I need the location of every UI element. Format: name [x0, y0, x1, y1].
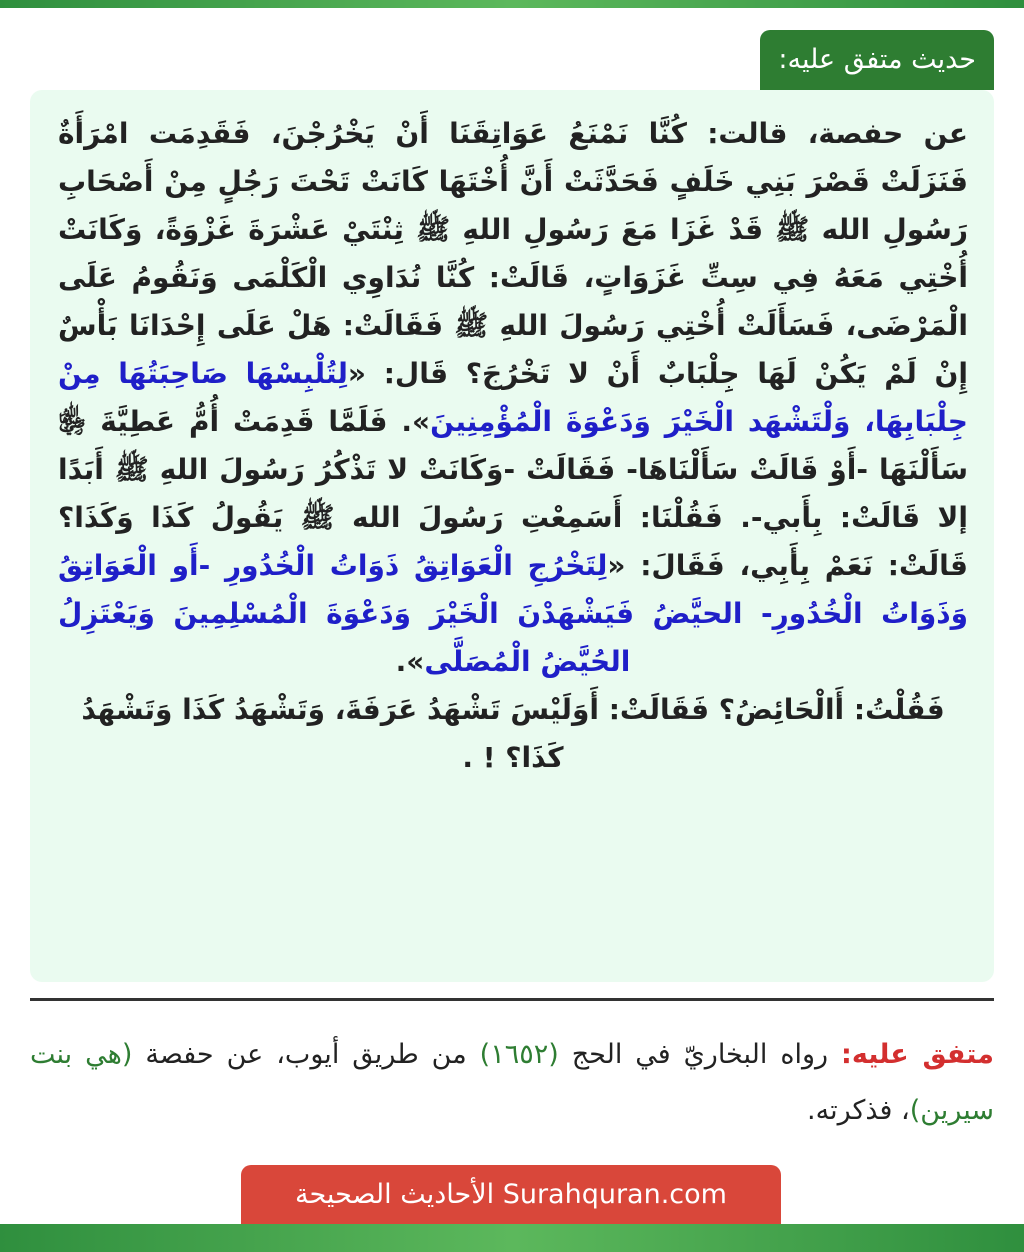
hadith-narration: ».	[395, 645, 425, 678]
hadith-card	[30, 90, 994, 982]
hadith-closing-paragraph: فَقُلْتُ: أَالْحَائِضُ؟ فَقَالَتْ: أَوَلَيْسَ تَشْهَدُ عَرَفَةَ، وَتَشْهَدُ كَذَا وَتَشْهَدُ كَذَا؟ ! .	[81, 693, 945, 774]
source-citation	[30, 1027, 994, 1139]
prophet-quote: لِتَخْرُجِ الْعَوَاتِقُ ذَوَاتُ الْخُدُورِ -أَو الْعَوَاتِقُ وَذَوَاتُ الْخُدُورِ- الحيَّضُ فَيَشْهَدْنَ الْخَيْرَ وَدَعْوَةَ الْمُسْلِمِينَ وَيَعْتَزِلُ الحُيَّضُ الْمُصَلَّى	[58, 549, 968, 678]
hadith-paragraph	[58, 110, 968, 686]
source-note: (هي بنت سيرين)	[30, 1039, 994, 1126]
bottom-decorative-bar	[0, 1224, 1024, 1252]
top-decorative-bar	[0, 0, 1024, 8]
source-text: ، فذكرته.	[807, 1095, 910, 1126]
prophet-quote: لِتُلْبِسْهَا صَاحِبَتُهَا مِنْ جِلْبَابِهَا، وَلْتَشْهَد الْخَيْرَ وَدَعْوَةَ الْمُؤْمِنِينَ	[58, 357, 968, 438]
source-label: متفق عليه:	[841, 1039, 994, 1070]
hadith-narration: عن حفصة، قالت: كُنَّا نَمْنَعُ عَوَاتِقَنَا أَنْ يَخْرُجْنَ، فَقَدِمَت امْرَأَةٌ فَنَزَلَتْ قَصْرَ بَنِي خَلَفٍ فَحَدَّثَتْ أَنَّ أُخْتَهَا كَانَتْ تَحْتَ رَجُلٍ مِنْ أَصْحَابِ رَسُولِ الله ﷺ قَدْ غَزَا مَعَ رَسُولِ اللهِ ﷺ ثِنْتَيْ عَشْرَةَ غَزْوَةً، وَكَانَتْ أُخْتِي مَعَهُ فِي سِتِّ غَزَوَاتٍ، قَالَتْ: كُنَّا نُدَاوِي الْكَلْمَى وَنَقُومُ عَلَى الْمَرْضَى، فَسَأَلَتْ أُخْتِي رَسُولَ اللهِ ﷺ فَقَالَتْ: هَلْ عَلَى إِحْدَانَا بَأْسٌ إِنْ لَمْ يَكُنْ لَهَا جِلْبَابٌ أَنْ لا تَخْرُجَ؟ قَال: «	[58, 117, 968, 390]
source-text: رواه البخاريّ في الحج	[558, 1039, 842, 1070]
hadith-narration: ». فَلَمَّا قَدِمَتْ أُمُّ عَطِيَّةَ ﵂ سَأَلْنَهَا -أَوْ قَالَتْ سَأَلْنَاهَا- فَقَالَتْ -وَكَانَتْ لا تَذْكُرُ رَسُولَ اللهِ ﷺ أَبَدًا إلا قَالَتْ: بِأَبي-. فَقُلْنَا: أَسَمِعْتِ رَسُولَ الله ﷺ يَقُولُ كَذَا وَكَذَا؟ قَالَتْ: نَعَمْ بِأَبِي، فَقَالَ: «	[58, 405, 968, 582]
hadith-title-badge: حديث متفق عليه:	[760, 30, 994, 90]
hadith-number: (١٦٥٢)	[479, 1039, 559, 1070]
hadith-text	[58, 110, 968, 782]
source-text: من طريق أيوب، عن حفصة	[132, 1039, 480, 1070]
brand-badge: الأحاديث الصحيحة Surahquran.com	[241, 1165, 781, 1225]
divider	[30, 998, 994, 1001]
